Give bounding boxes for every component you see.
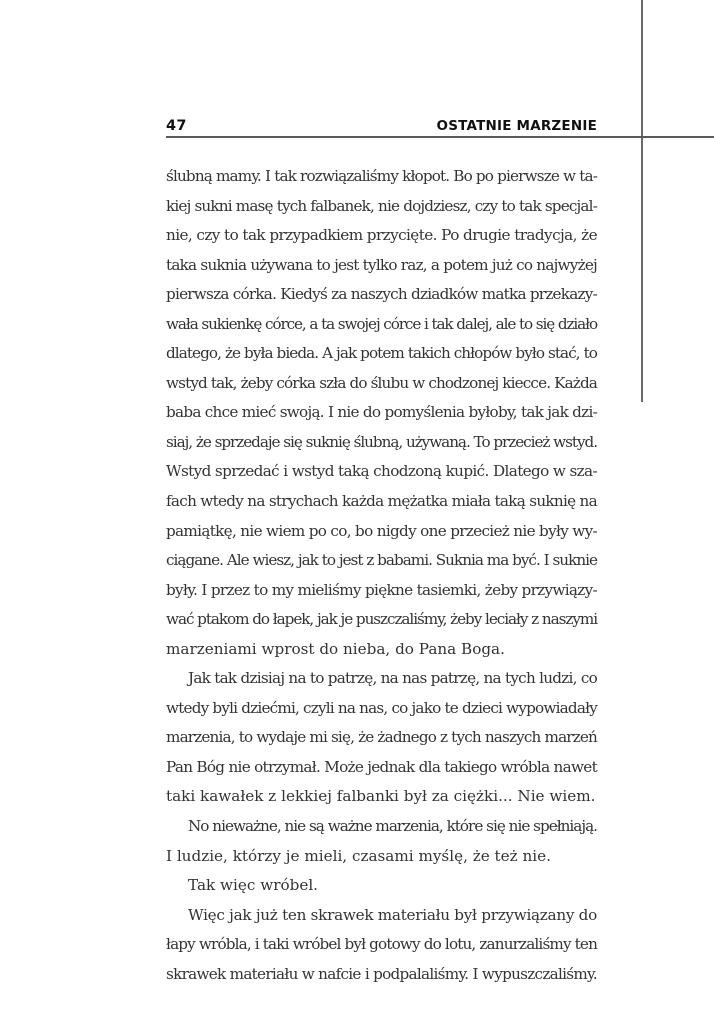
text-line: Jak tak dzisiaj na to patrzę, na nas patrzę, na tych ludzi, co <box>188 669 597 688</box>
text-line: baba chce mieć swoją. I nie do pomyślenia byłoby, tak jak dzi- <box>166 403 597 422</box>
running-title: OSTATNIE MARZENIE <box>436 118 597 134</box>
text-line: kiej sukni masę tych falbanek, nie dojdziesz, czy to tak specjal- <box>166 196 597 215</box>
text-line: pamiątkę, nie wiem po co, bo nigdy one przecież nie były wy- <box>166 521 597 540</box>
running-header <box>166 118 597 136</box>
body-text <box>166 162 597 989</box>
text-line: Wstyd sprzedać i wstyd taką chodzoną kupić. Dlatego w sza- <box>166 462 597 481</box>
text-line: dlatego, że była bieda. A jak potem takich chłopów było stać, to <box>166 344 597 363</box>
text-line: fach wtedy na strychach każda mężatka miała taką suknię na <box>166 492 597 511</box>
text-line: marzenia, to wydaje mi się, że żadnego z tych naszych marzeń <box>166 728 598 747</box>
text-line: wstyd tak, żeby córka szła do ślubu w chodzonej kiecce. Każda <box>166 373 597 392</box>
text-line: nie, czy to tak przypadkiem przycięte. Po drugie tradycja, że <box>166 226 597 245</box>
text-line: skrawek materiału w nafcie i podpalaliśmy. I wypuszczaliśmy. <box>166 964 597 983</box>
text-line: taka suknia używana to jest tylko raz, a potem już co najwyżej <box>166 255 597 274</box>
text-line: wała sukienkę córce, a ta swojej córce i tak dalej, ale to się działo <box>166 314 597 333</box>
text-line: siaj, że sprzedaje się suknię ślubną, używaną. To przecież wstyd. <box>166 432 597 451</box>
crop-mark-vertical <box>641 0 643 402</box>
text-line: No nieważne, nie są ważne marzenia, które się nie spełniają. <box>188 817 597 836</box>
text-line: wtedy byli dziećmi, czyli na nas, co jako te dzieci wypowiadały <box>166 698 597 717</box>
header-rule <box>166 136 714 138</box>
text-line: wać ptakom do łapek, jak je puszczaliśmy, żeby leciały z naszymi <box>166 610 597 629</box>
text-line: Więc jak już ten skrawek materiału był przywiązany do <box>188 905 597 924</box>
text-line: łapy wróbla, i taki wróbel był gotowy do lotu, zanurzaliśmy ten <box>166 935 597 954</box>
text-line: pierwsza córka. Kiedyś za naszych dziadków matka przekazy- <box>166 285 597 304</box>
text-line: Tak więc wróbel. <box>188 876 319 895</box>
text-line: I ludzie, którzy je mieli, czasami myślę, że też nie. <box>166 846 551 865</box>
text-line: ślubną mamy. I tak rozwiązaliśmy kłopot. Bo po pierwsze w ta- <box>166 167 597 185</box>
page-number: 47 <box>166 118 187 134</box>
text-line: były. I przez to my mieliśmy piękne tasiemki, żeby przywiązy- <box>166 580 597 599</box>
text-line: marzeniami wprost do nieba, do Pana Boga. <box>166 639 505 658</box>
text-line: ciągane. Ale wiesz, jak to jest z babami. Suknia ma być. I suknie <box>166 551 597 570</box>
text-line: taki kawałek z lekkiej falbanki był za ciężki... Nie wiem. <box>166 787 596 806</box>
text-line: Pan Bóg nie otrzymał. Może jednak dla takiego wróbla nawet <box>166 757 597 776</box>
